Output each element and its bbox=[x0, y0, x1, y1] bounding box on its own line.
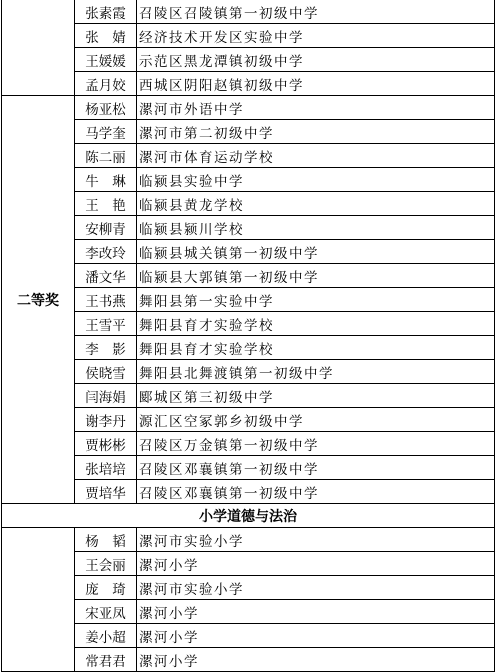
winner-school: 召陵区召陵镇第一初级中学 bbox=[137, 0, 495, 24]
prize-cell-empty bbox=[2, 528, 75, 672]
winner-school: 漯河小学 bbox=[137, 600, 495, 624]
table-row bbox=[2, 168, 495, 192]
winner-name: 马学奎 bbox=[75, 120, 137, 144]
winner-name: 侯晓雪 bbox=[75, 360, 137, 384]
winner-school: 郾城区第三初级中学 bbox=[137, 384, 495, 408]
winner-school: 漯河市实验小学 bbox=[137, 576, 495, 600]
winner-name: 张 婧 bbox=[75, 24, 137, 48]
winner-name: 贾培华 bbox=[75, 480, 137, 504]
table-row bbox=[2, 552, 495, 576]
winner-school: 临颍县实验中学 bbox=[137, 168, 495, 192]
winner-name: 宋亚凤 bbox=[75, 600, 137, 624]
winner-school: 舞阳县第一实验中学 bbox=[137, 288, 495, 312]
table-row bbox=[2, 192, 495, 216]
winner-name: 庞 琦 bbox=[75, 576, 137, 600]
winner-name: 李 影 bbox=[75, 336, 137, 360]
table-row bbox=[2, 624, 495, 648]
table-row bbox=[2, 408, 495, 432]
table-row bbox=[2, 648, 495, 672]
table-row bbox=[2, 0, 495, 24]
table-row bbox=[2, 432, 495, 456]
table-row bbox=[2, 264, 495, 288]
winner-school: 经济技术开发区实验中学 bbox=[137, 24, 495, 48]
table-row bbox=[2, 72, 495, 96]
winner-school: 示范区黑龙潭镇初级中学 bbox=[137, 48, 495, 72]
winner-name: 张素霞 bbox=[75, 0, 137, 24]
award-table-body bbox=[2, 0, 495, 672]
table-row bbox=[2, 480, 495, 504]
winner-name: 孟月姣 bbox=[75, 72, 137, 96]
winner-school: 召陵区万金镇第一初级中学 bbox=[137, 432, 495, 456]
winner-school: 漯河市体育运动学校 bbox=[137, 144, 495, 168]
winner-school: 漯河市外语中学 bbox=[137, 96, 495, 120]
winner-name: 张培培 bbox=[75, 456, 137, 480]
winner-school: 西城区阴阳赵镇初级中学 bbox=[137, 72, 495, 96]
winner-school: 临颍县颍川学校 bbox=[137, 216, 495, 240]
winner-name: 贾彬彬 bbox=[75, 432, 137, 456]
table-row bbox=[2, 144, 495, 168]
table-row bbox=[2, 312, 495, 336]
winner-name: 王 艳 bbox=[75, 192, 137, 216]
winner-school: 源汇区空冢郭乡初级中学 bbox=[137, 408, 495, 432]
winner-school: 漯河小学 bbox=[137, 552, 495, 576]
table-row bbox=[2, 336, 495, 360]
winner-school: 漯河小学 bbox=[137, 648, 495, 672]
winner-name: 王会丽 bbox=[75, 552, 137, 576]
winner-name: 李改玲 bbox=[75, 240, 137, 264]
prize-cell: 二等奖 bbox=[2, 96, 75, 504]
winner-name: 潘文华 bbox=[75, 264, 137, 288]
table-row bbox=[2, 48, 495, 72]
table-row bbox=[2, 120, 495, 144]
table-row bbox=[2, 240, 495, 264]
winner-name: 谢李丹 bbox=[75, 408, 137, 432]
winner-name: 王媛媛 bbox=[75, 48, 137, 72]
winner-name: 常君君 bbox=[75, 648, 137, 672]
table-row bbox=[2, 528, 495, 552]
winner-school: 召陵区邓襄镇第一初级中学 bbox=[137, 480, 495, 504]
winner-name: 陈二丽 bbox=[75, 144, 137, 168]
prize-cell bbox=[2, 0, 75, 96]
table-row bbox=[2, 600, 495, 624]
subject-header-row bbox=[2, 504, 495, 528]
winner-school: 舞阳县北舞渡镇第一初级中学 bbox=[137, 360, 495, 384]
winner-name: 姜小超 bbox=[75, 624, 137, 648]
winner-name: 王书燕 bbox=[75, 288, 137, 312]
winner-school: 舞阳县育才实验学校 bbox=[137, 336, 495, 360]
table-row bbox=[2, 96, 495, 120]
table-row bbox=[2, 456, 495, 480]
winner-school: 召陵区邓襄镇第一初级中学 bbox=[137, 456, 495, 480]
table-row bbox=[2, 288, 495, 312]
award-table bbox=[1, 0, 495, 672]
winner-name: 杨 韬 bbox=[75, 528, 137, 552]
table-row bbox=[2, 216, 495, 240]
winner-name: 王雪平 bbox=[75, 312, 137, 336]
winner-name: 安柳青 bbox=[75, 216, 137, 240]
table-row bbox=[2, 384, 495, 408]
winner-school: 漯河市实验小学 bbox=[137, 528, 495, 552]
winner-school: 临颍县城关镇第一初级中学 bbox=[137, 240, 495, 264]
winner-school: 临颍县大郭镇第一初级中学 bbox=[137, 264, 495, 288]
winner-school: 漯河市第二初级中学 bbox=[137, 120, 495, 144]
table-row bbox=[2, 360, 495, 384]
winner-school: 舞阳县育才实验学校 bbox=[137, 312, 495, 336]
table-row bbox=[2, 24, 495, 48]
winner-school: 漯河小学 bbox=[137, 624, 495, 648]
winner-name: 牛 琳 bbox=[75, 168, 137, 192]
subject-header: 小学道德与法治 bbox=[2, 504, 495, 528]
winner-name: 杨亚松 bbox=[75, 96, 137, 120]
winner-name: 闫海娟 bbox=[75, 384, 137, 408]
table-row bbox=[2, 576, 495, 600]
winner-school: 临颍县黄龙学校 bbox=[137, 192, 495, 216]
